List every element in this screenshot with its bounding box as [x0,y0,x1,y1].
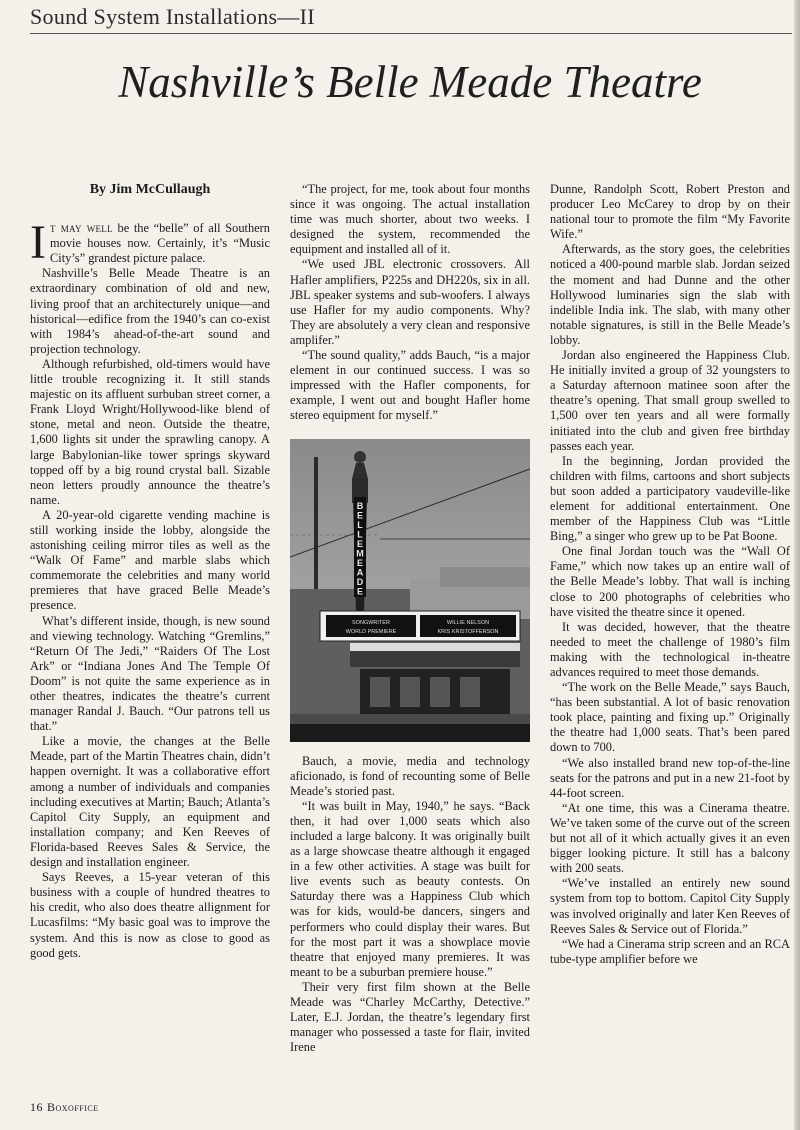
marquee-left-line1: SONGWRITER [352,619,390,626]
paragraph: One final Jordan touch was the “Wall Of Fame,” which now takes up an entire wall of the Belle Meade’s lobby. That wall is inching close to 200 photographs of celebrities who have visited the theatre since it opened. [550,544,790,619]
marquee-right-line2: KRIS KRISTOFFERSON [437,628,499,635]
tower-sign-letter: L [357,529,363,539]
theatre-photo-drawing [290,439,530,742]
paragraph: “We had a Cinerama strip screen and an RCA tube-type amplifier before we [550,936,790,966]
column-2 [290,182,530,1055]
tower-sign-letter: D [356,576,364,587]
paragraph: Jordan also engineered the Happiness Club. He initially invited a group of 32 youngsters to a Saturday afternoon matinee soon after the theatre’s opening. That small group swelled to 1,500 over ten years and all were formally initiated into the club and given free birthday passes each year. [550,348,790,453]
paragraph: “We used JBL electronic crossovers. All Hafler amplifiers, P225s and DH220s, six in all. JBL speaker systems and sub-woofers. I always use Hafler for my audio components. Why? They are absolutely a very clean and responsive amplifer.” [290,257,530,347]
tower-sign-letter: E [356,538,364,549]
theatre-photo [290,439,530,742]
tower-sign-letter: B [356,500,364,511]
column-1 [30,182,270,961]
paragraph: Their very first film shown at the Belle Meade was “Charley McCarthy, Detective.” Later, E.J. Jordan, the theatre’s legendary first manager who possessed a taste for flair, invited Irene [290,979,530,1055]
paragraph: “At one time, this was a Cinerama theatre. We’ve taken some of the curve out of the screen but not all of it which actually gives it an even bigger looking picture. It still has a balcony with 200 seats. [550,800,790,876]
paragraph: Nashville’s Belle Meade Theatre is an extraordinary combination of old and new, living proof that an architecturely unique—and historical—edifice from the 1940’s can co-exist with 1984’s ahead-of-the-art sound and projection technology. [30,266,270,356]
paragraph: Dunne, Randolph Scott, Robert Preston and producer Leo McCarey to drop by on their national tour to promote the film “My Favorite Wife.” [550,182,790,242]
paragraph: “The project, for me, took about four months since it was ongoing. The actual installation time was much shorter, about two weeks. I designed the system, recommended the equipment and installed all of it. [290,182,530,257]
tower-sign-letter: E [356,557,364,568]
paragraph: A 20-year-old cigarette vending machine is still working inside the lobby, alongside the astonishing ceiling mirror tiles as well as the “Walk Of Fame” and marble slabs which commemorate the celebrities and many world premieres that have graced Belle Meade’s presence. [30,507,270,613]
page-footer [30,1100,99,1115]
paragraph: Like a movie, the changes at the Belle Meade, part of the Martin Theatres chain, didn’t happen overnight. It was a collaborative effort among a number of individuals and companies including executives at Martin; Bauch; Atlanta’s Capitol City Supply, an equipment and installation company; and Ken Reeves of Florida-based Reeves Sales & Service, the design and installation engineer. [30,734,270,870]
page-number: 16 [30,1100,43,1114]
paragraph: What’s different inside, though, is new sound and viewing technology. Watching “Gremlins,” “Return Of The Jedi,” “Raiders Of The Lost Ark” or “Indiana Jones And The Temple Of Doom” is not quite the same experience as in other theatres, indicates the theatre’s current manager Randal J. Bauch. “Our patrons tell us that.” [30,613,270,734]
paragraph: It was decided, however, that the theatre needed to meet the challenge of 1980’s film making with the technological in-theatre advances required to meet those demands. [550,619,790,679]
lead-text: be the “belle” of all Southern movie houses now. Certainly, it’s “Music City’s” grandest picture palace. [49,221,270,266]
section-heading: Sound System Installations—II [30,4,792,34]
paragraph: “It was built in May, 1940,” he says. “Back then, it had over 1,000 seats which also included a large balcony. It was originally built as a large showcase theatre although it engaged in a few other activities. A stage was built for live events such as beauty contests. On Saturday there was a Happiness Club which was for kids, would-be dancers, singers and performers who could display their wares. But for the most part it was a showplace movie theatre that enjoyed many premieres. It was meant to be a suburban premiere house.” [290,798,530,979]
paragraph: “We also installed brand new top-of-the-line seats for the patrons and put in a new 21-foot by 44-foot screen. [550,755,790,800]
tower-sign-letter: A [356,567,364,577]
paragraph: Says Reeves, a 15-year veteran of this business with a couple of hundred theatres to his credit, who also does theatre allignment for Lucasfilms: “My basic goal was to improve the system. And this is now as close to good as good gets. [30,870,270,960]
magazine-name: Boxoffice [47,1100,99,1114]
paragraph: Bauch, a movie, media and technology aficionado, is fond of recounting some of Belle Meade’s storied past. [290,753,530,798]
paragraph: “We’ve installed an entirely new sound system from top to bottom. Capitol City Supply was involved originally and later Ken Reeves of Reeves Sales & Service out of Florida.” [550,876,790,936]
byline: By Jim McCullaugh [89,182,211,197]
tower-sign-letter: L [357,519,363,530]
paragraph: “The sound quality,” adds Bauch, “is a major element in our continued success. I was so impressed with the Hafler components, for example, I went out and bought Hafler home stereo equipment for myself.” [290,348,530,423]
lead-smallcaps: t may well [49,221,113,236]
marquee-right-line1: WILLIE NELSON [446,619,490,626]
marquee-left-line2: WORLD PREMIERE [345,628,397,635]
lead-paragraph [30,216,270,270]
paragraph: Afterwards, as the story goes, the celebrities noticed a 400-pound marble slab. Jordan seized the moment and had Dunne and the other Hollywood luminaries sign the slab with indelible India ink. The slab, with many other notable signatures, is still in the Belle Meade’s lobby. [550,242,790,347]
column-3 [550,182,790,967]
tower-sign-letter: M [356,548,364,558]
page-edge [794,0,800,1130]
tower-sign-letter: E [356,586,364,596]
paragraph: Although refurbished, old-timers would have little trouble recognizing it. It still stands majestic on its affluent surbuban street corner, a Frank Lloyd Wright/Hollywood-like blend of stone, metal and neon. Outside the theatre, 1,600 lights sit under the sprawling canopy. A large Babylonian-like tower springs skyward topped off by a big round crystal ball. Sizable neon letters proudly announce the theatre’s name. [30,356,270,507]
tower-sign-letter: E [356,510,364,520]
paragraph: In the beginning, Jordan provided the children with films, cartoons and short subjects but soon added a participatory vaudeville-like element for additional entertainment. One member of the Happiness Club was “Little Bing,” a singer who grew up to be Pat Boone. [550,453,790,544]
drop-cap: I [30,216,46,270]
paragraph: “The work on the Belle Meade,” says Bauch, “has been substantial. A lot of basic renovation took place, painting and fixing up.” Originally the theatre had 1,000 seats. That’s been pared down to 700. [550,680,790,755]
article-title: Nashville’s Belle Meade Theatre [118,57,702,107]
